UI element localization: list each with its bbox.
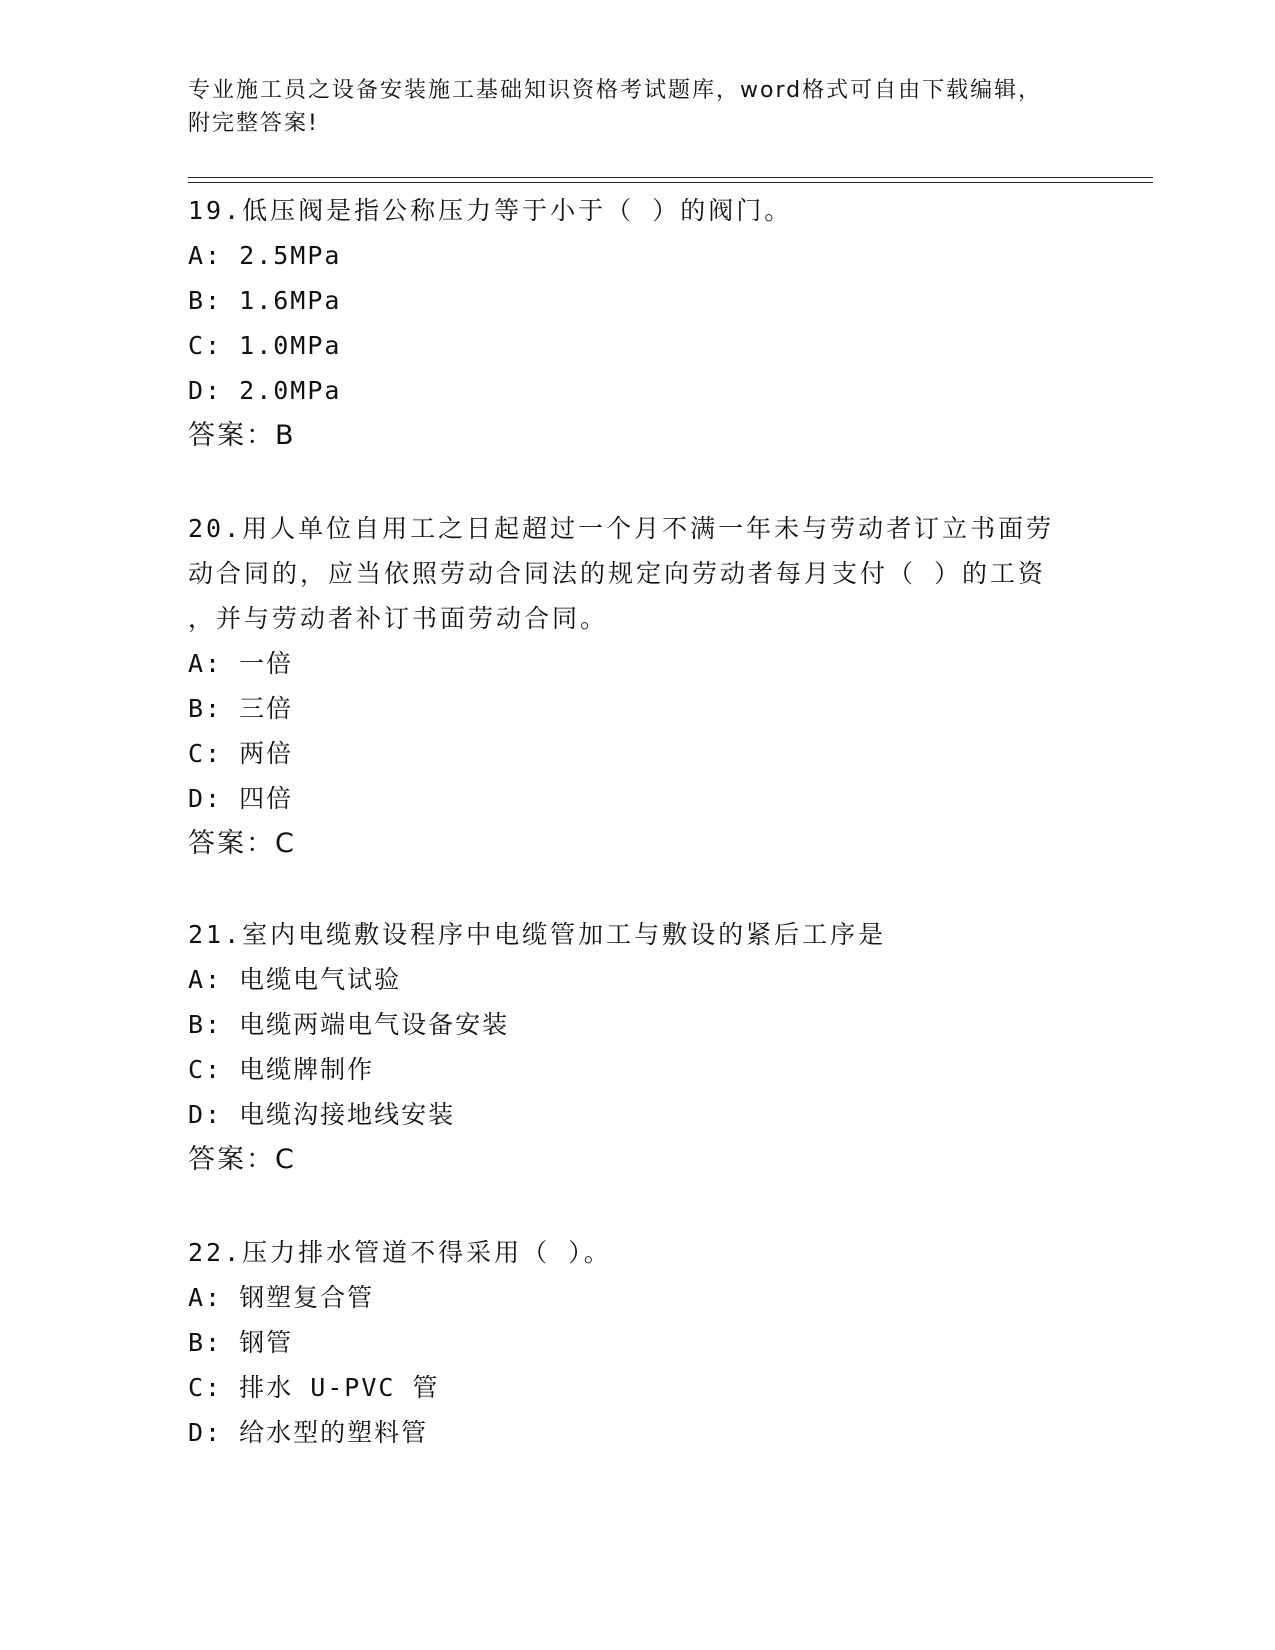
question-stem-line-1: 20.用人单位自用工之日起超过一个月不满一年未与劳动者订立书面劳 [188,514,1055,543]
question-stem: 21.室内电缆敷设程序中电缆管加工与敷设的紧后工序是 [188,920,887,949]
option-b: B: 三倍 [188,694,294,723]
question-stem-line-2: 动合同的，应当依照劳动合同法的规定向劳动者每月支付（ ）的工资 [188,559,1047,588]
header-line-2: 附完整答案! [188,111,319,136]
header-divider-bottom [188,182,1153,183]
option-c: C: 电缆牌制作 [188,1055,375,1084]
answer: 答案：B [188,420,296,451]
option-a: A: 一倍 [188,649,294,678]
option-c: C: 排水 U-PVC 管 [188,1373,440,1402]
question-stem-line-3: ，并与劳动者补订书面劳动合同。 [188,604,609,633]
option-a: A: 钢塑复合管 [188,1283,375,1312]
option-d: D: 给水型的塑料管 [188,1418,429,1447]
option-b: B: 1.6MPa [188,286,342,315]
option-c: C: 两倍 [188,739,294,768]
header-line-1: 专业施工员之设备安装施工基础知识资格考试题库，word格式可自由下载编辑， [188,78,1043,103]
option-b: B: 电缆两端电气设备安装 [188,1010,510,1039]
option-c: C: 1.0MPa [188,331,342,360]
question-19 [188,188,1088,458]
question-22 [188,1230,1088,1455]
option-a: A: 2.5MPa [188,241,342,270]
option-b: B: 钢管 [188,1328,294,1357]
header-divider-top [188,177,1153,178]
answer: 答案：C [188,828,296,859]
option-d: D: 四倍 [188,784,294,813]
option-d: D: 2.0MPa [188,376,342,405]
answer: 答案：C [188,1144,296,1175]
question-stem: 19.低压阀是指公称压力等于小于（ ）的阀门。 [188,196,793,225]
option-a: A: 电缆电气试验 [188,965,402,994]
question-21 [188,912,1088,1182]
document-header [188,74,1088,140]
option-d: D: 电缆沟接地线安装 [188,1100,456,1129]
question-stem: 22.压力排水管道不得采用（ ）。 [188,1238,612,1267]
question-20 [188,506,1088,866]
